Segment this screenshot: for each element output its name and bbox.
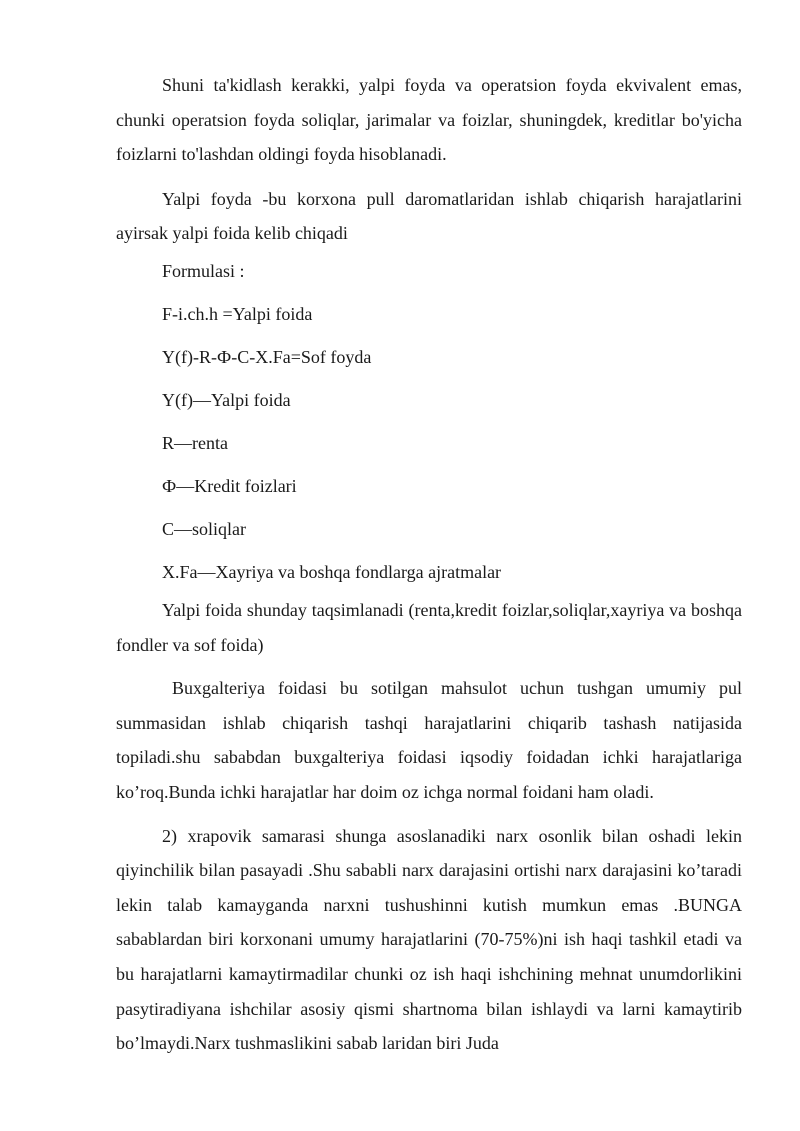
formula-legend-line: Y(f)—Yalpi foida <box>162 389 291 410</box>
formula-block <box>116 250 742 594</box>
document-page <box>116 68 742 1061</box>
paragraph-yalpi-foyda-definition: Yalpi foyda -bu korxona pull daromatlaridan ishlab chiqarish harajatlarini ayirsak yalpi foida kelib chiqadi <box>116 188 742 244</box>
paragraph-xrapovik-samarasi: 2) xrapovik samarasi shunga asoslanadiki narx osonlik bilan oshadi lekin qiyinchilik bilan pasayadi .Shu sababli narx darajasini ortishi narx darajasini ko’taradi lekin talab kamayganda narxni tushushinni kutish mumkun emas .BUNGA sabablardan biri korxonani umumy harajatlarini (70-75%)ni ish haqi tashkil etadi va bu harajatlarni kamaytirmadilar chunki oz ish haqi ishchining mehnat unumdorlikini pasytiradiyana ishchilar asosiy qismi shartnoma bilan ishlaydi va larni kamaytirib bo’lmaydi.Narx tushmaslikini sabab laridan biri Juda <box>116 825 742 1054</box>
formula-heading: Formulasi : <box>162 260 245 281</box>
formula-line: Y(f)-R-Ф-C-X.Fa=Sof foyda <box>162 346 372 367</box>
formula-legend-line: X.Fa—Xayriya va boshqa fondlarga ajratmalar <box>162 561 502 582</box>
formula-legend-line: R—renta <box>162 432 228 453</box>
paragraph-buxgalteriya-foidasi: Buxgalteriya foidasi bu sotilgan mahsulot uchun tushgan umumiy pul summasidan ishlab chiqarish tashqi harajatlarini chiqarib tashash natijasida topiladi.shu sababdan buxgalteriya foidasi iqsodiy foidadan ichki harajatlariga ko’roq.Bunda ichki harajatlar har doim oz ichga normal foidani ham oladi. <box>116 678 742 802</box>
paragraph-yalpi-foida-taqsimlanadi: Yalpi foida shunday taqsimlanadi (renta,kredit foizlar,soliqlar,xayriya va boshqa fondler va sof foida) <box>116 599 742 655</box>
formula-line: F-i.ch.h =Yalpi foida <box>162 303 313 324</box>
formula-legend-line: Ф—Kredit foizlari <box>162 475 297 496</box>
formula-legend-line: C—soliqlar <box>162 518 246 539</box>
paragraph-operatsion-foyda: Shuni ta'kidlash kerakki, yalpi foyda va operatsion foyda ekvivalent emas, chunki operatsion foyda soliqlar, jarimalar va foizlar, shuningdek, kreditlar bo'yicha foizlarni to'lashdan oldingi foyda hisoblanadi. <box>116 75 742 165</box>
